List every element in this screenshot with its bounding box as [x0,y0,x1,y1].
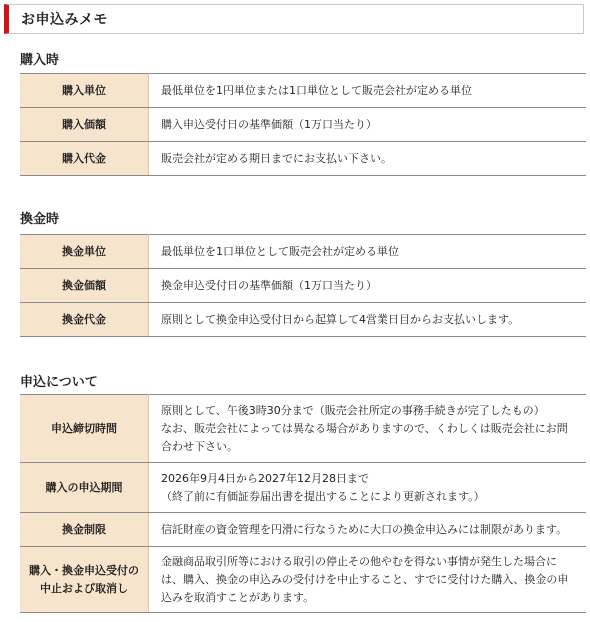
row-label: 購入価額 [20,108,149,142]
row-label: 購入代金 [20,142,149,176]
table-row [20,74,586,108]
page-title [4,4,584,34]
row-label: 購入・換金申込受付の 中止および取消し [20,547,149,613]
application-table [20,394,586,613]
redemption-table [20,234,586,337]
page-title-text: お申込みメモ [21,12,108,28]
section-title-application: 申込について [20,375,98,390]
row-label: 換金価額 [20,269,149,303]
table-row [20,269,586,303]
row-value: 最低単位を1口単位として販売会社が定める単位 [149,235,587,269]
row-label: 購入単位 [20,74,149,108]
row-label: 申込締切時間 [20,395,149,463]
row-value: 金融商品取引所等における取引の停止その他やむを得ない事情が発生した場合には、購入、換金の申込みの受付けを中止すること、すでに受付けた購入、換金の申込みを取消すことがあります。 [149,547,587,613]
row-value: 購入申込受付日の基準価額（1万口当たり） [149,108,587,142]
table-row [20,547,586,613]
table-row [20,235,586,269]
table-row [20,303,586,337]
row-value: 原則として、午後3時30分まで（販売会社所定の事務手続きが完了したもの） なお、販売会社によっては異なる場合がありますので、くわしくは販売会社にお問合わせ下さい。 [149,395,587,463]
table-row [20,463,586,513]
row-value: 最低単位を1円単位または1口単位として販売会社が定める単位 [149,74,587,108]
row-value: 販売会社が定める期日までにお支払い下さい。 [149,142,587,176]
table-row [20,108,586,142]
row-value: 2026年9月4日から2027年12月28日まで （終了前に有価証券届出書を提出することにより更新されます。） [149,463,587,513]
row-label: 購入の申込期間 [20,463,149,513]
table-row [20,513,586,547]
row-label: 換金代金 [20,303,149,337]
section-title-redemption: 換金時 [20,212,60,227]
section-title-purchase: 購入時 [20,53,60,68]
row-label: 換金単位 [20,235,149,269]
row-label: 換金制限 [20,513,149,547]
table-row [20,142,586,176]
purchase-table [20,73,586,176]
table-row [20,395,586,463]
row-value: 原則として換金申込受付日から起算して4営業日目からお支払いします。 [149,303,587,337]
row-value: 信託財産の資金管理を円滑に行なうために大口の換金申込みには制限があります。 [149,513,587,547]
row-value: 換金申込受付日の基準価額（1万口当たり） [149,269,587,303]
